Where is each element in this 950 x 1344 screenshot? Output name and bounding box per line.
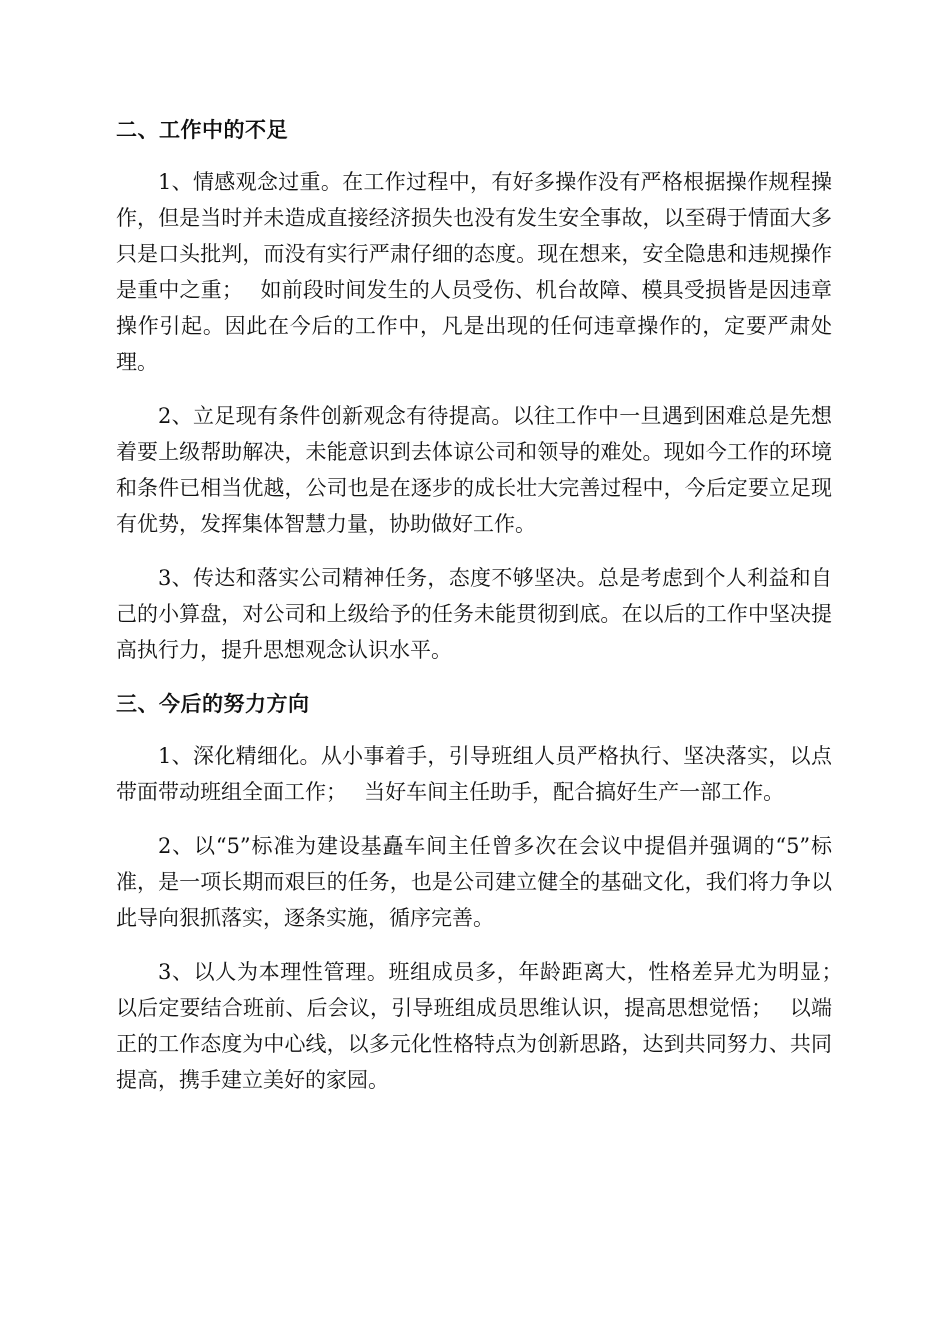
paragraph-shortcoming-1: 1、情感观念过重。在工作过程中，有好多操作没有严格根据操作规程操作，但是当时并未造成直接经济损失也没有发生安全事故，以至碍于情面大多只是口头批判，而没有实行严肃仔细的态度。现在想来，安全隐患和违规操作是重中之重； 如前段时间发生的人员受伤、机台故障、模具受损皆是因违章操作引起。因此在今后的工作中，凡是出现的任何违章操作的，定要严肃处理。 [116,170,832,374]
section-heading-shortcomings: 二、工作中的不足 [116,118,288,142]
paragraph-shortcoming-3: 3、传达和落实公司精神任务，态度不够坚决。总是考虑到个人利益和自己的小算盘，对公司和上级给予的任务未能贯彻到底。在以后的工作中坚决提高执行力，提升思想观念认识水平。 [116,566,832,662]
paragraph-shortcoming-2: 2、立足现有条件创新观念有待提高。以往工作中一旦遇到困难总是先想着要上级帮助解决，未能意识到去体谅公司和领导的难处。现如今工作的环境和条件已相当优越，公司也是在逐步的成长壮大完善过程中，今后定要立足现有优势，发挥集体智慧力量，协助做好工作。 [116,404,832,536]
paragraph-direction-3: 3、以人为本理性管理。班组成员多，年龄距离大，性格差异尤为明显； 以后定要结合班前、后会议，引导班组成员思维认识，提高思想觉悟； 以端正的工作态度为中心线，以多元化性格特点为创新思路，达到共同努力、共同提高，携手建立美好的家园。 [116,960,860,1092]
paragraph-direction-1: 1、深化精细化。从小事着手，引导班组人员严格执行、坚决落实，以点带面带动班组全面工作； 当好车间主任助手，配合搞好生产一部工作。 [116,744,832,804]
section-heading-future-direction: 三、今后的努力方向 [116,692,310,716]
document-body [116,112,860,1098]
paragraph-direction-2: 2、以“5”标准为建设基矗车间主任曾多次在会议中提倡并强调的“5”标准，是一项长期而艰巨的任务，也是公司建立健全的基础文化，我们将力争以此导向狠抓落实，逐条实施，循序完善。 [116,834,832,930]
